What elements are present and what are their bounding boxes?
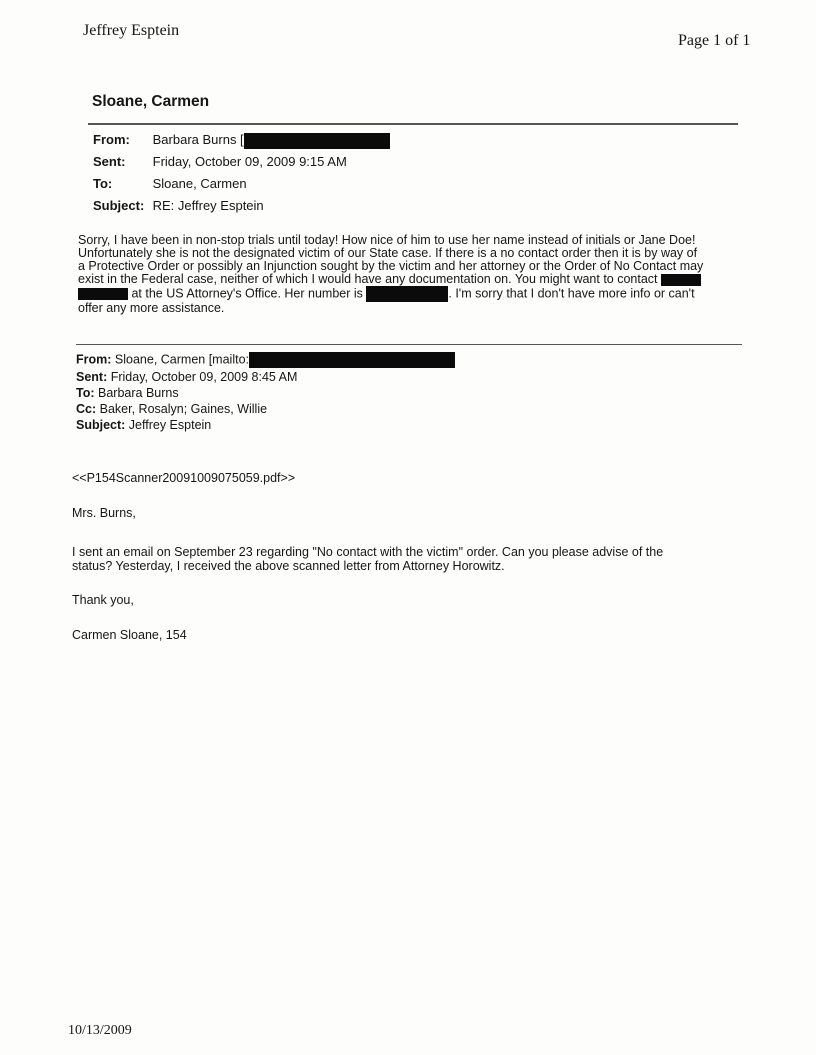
email2-subject: Jeffrey Esptein xyxy=(128,418,212,432)
reply-divider xyxy=(76,344,742,345)
email2-sent: Friday, October 09, 2009 8:45 AM xyxy=(110,370,298,384)
email2-cc: Baker, Rosalyn; Gaines, Willie xyxy=(99,402,268,416)
header-divider xyxy=(88,123,738,125)
from-label: From: xyxy=(93,132,130,147)
email1-to: Sloane, Carmen xyxy=(152,176,247,191)
email2-cc-row xyxy=(76,402,267,416)
email2-to: Barbara Burns xyxy=(98,386,179,400)
email1-from: Barbara Burns [ xyxy=(152,132,244,147)
closing: Thank you, xyxy=(72,593,134,607)
redaction xyxy=(366,286,448,302)
email2-to-row xyxy=(76,386,179,400)
email1-subject: RE: Jeffrey Esptein xyxy=(152,198,264,213)
sent-label: Sent: xyxy=(76,370,108,384)
footer-date: 10/13/2009 xyxy=(68,1023,132,1038)
body-line: Sorry, I have been in non-stop trials until today! How nice of him to use her name instead of initials or Jane Doe! xyxy=(78,233,696,247)
redaction xyxy=(78,288,128,300)
redaction xyxy=(244,133,390,149)
body-line: Unfortunately she is not the designated victim of our State case. If there is a no contact order then it is by way of xyxy=(78,246,698,260)
from-label: From: xyxy=(76,352,112,367)
email1-subject-row xyxy=(93,198,264,213)
email1-from-row xyxy=(93,132,390,149)
body-line: a Protective Order or possibly an Injunction sought by the victim and her attorney or the Order of No Contact may xyxy=(78,259,704,273)
email2-from: Sloane, Carmen [mailto: xyxy=(114,352,249,367)
body-line: status? Yesterday, I received the above scanned letter from Attorney Horowitz. xyxy=(72,559,505,573)
body-line: offer any more assistance. xyxy=(78,301,225,315)
cc-label: Cc: xyxy=(76,402,97,416)
body-line: I sent an email on September 23 regarding "No contact with the victim" order. Can you please advise of the xyxy=(72,545,664,559)
body-line-text: . I'm sorry that I don't have more info or can't xyxy=(448,286,695,301)
redaction xyxy=(661,274,701,286)
to-label: To: xyxy=(93,176,113,191)
page-header-title: Jeffrey Esptein xyxy=(83,22,180,39)
email1-sent: Friday, October 09, 2009 9:15 AM xyxy=(152,154,347,169)
body-line xyxy=(78,273,742,286)
subject-label: Subject: xyxy=(76,418,126,432)
body-line-text: at the US Attorney's Office. Her number is xyxy=(131,286,363,301)
email1-body xyxy=(78,234,742,315)
to-label: To: xyxy=(76,386,95,400)
body-line-text: exist in the Federal case, neither of which I would have any documentation on. You might want to contact xyxy=(78,272,658,286)
email2-sent-row xyxy=(76,370,297,384)
attachment-reference: <<P154Scanner20091009075059.pdf>> xyxy=(72,471,296,485)
signature: Carmen Sloane, 154 xyxy=(72,628,187,642)
redaction xyxy=(249,352,455,368)
page-number: Page 1 of 1 xyxy=(678,32,751,49)
email2-from-row xyxy=(76,352,455,368)
body-line xyxy=(78,286,742,302)
email1-to-row xyxy=(93,176,247,191)
email1-sent-row xyxy=(93,154,347,169)
email2-subject-row xyxy=(76,418,211,432)
greeting: Mrs. Burns, xyxy=(72,506,136,520)
mailbox-owner: Sloane, Carmen xyxy=(92,93,210,110)
subject-label: Subject: xyxy=(93,198,145,213)
sent-label: Sent: xyxy=(93,154,126,169)
